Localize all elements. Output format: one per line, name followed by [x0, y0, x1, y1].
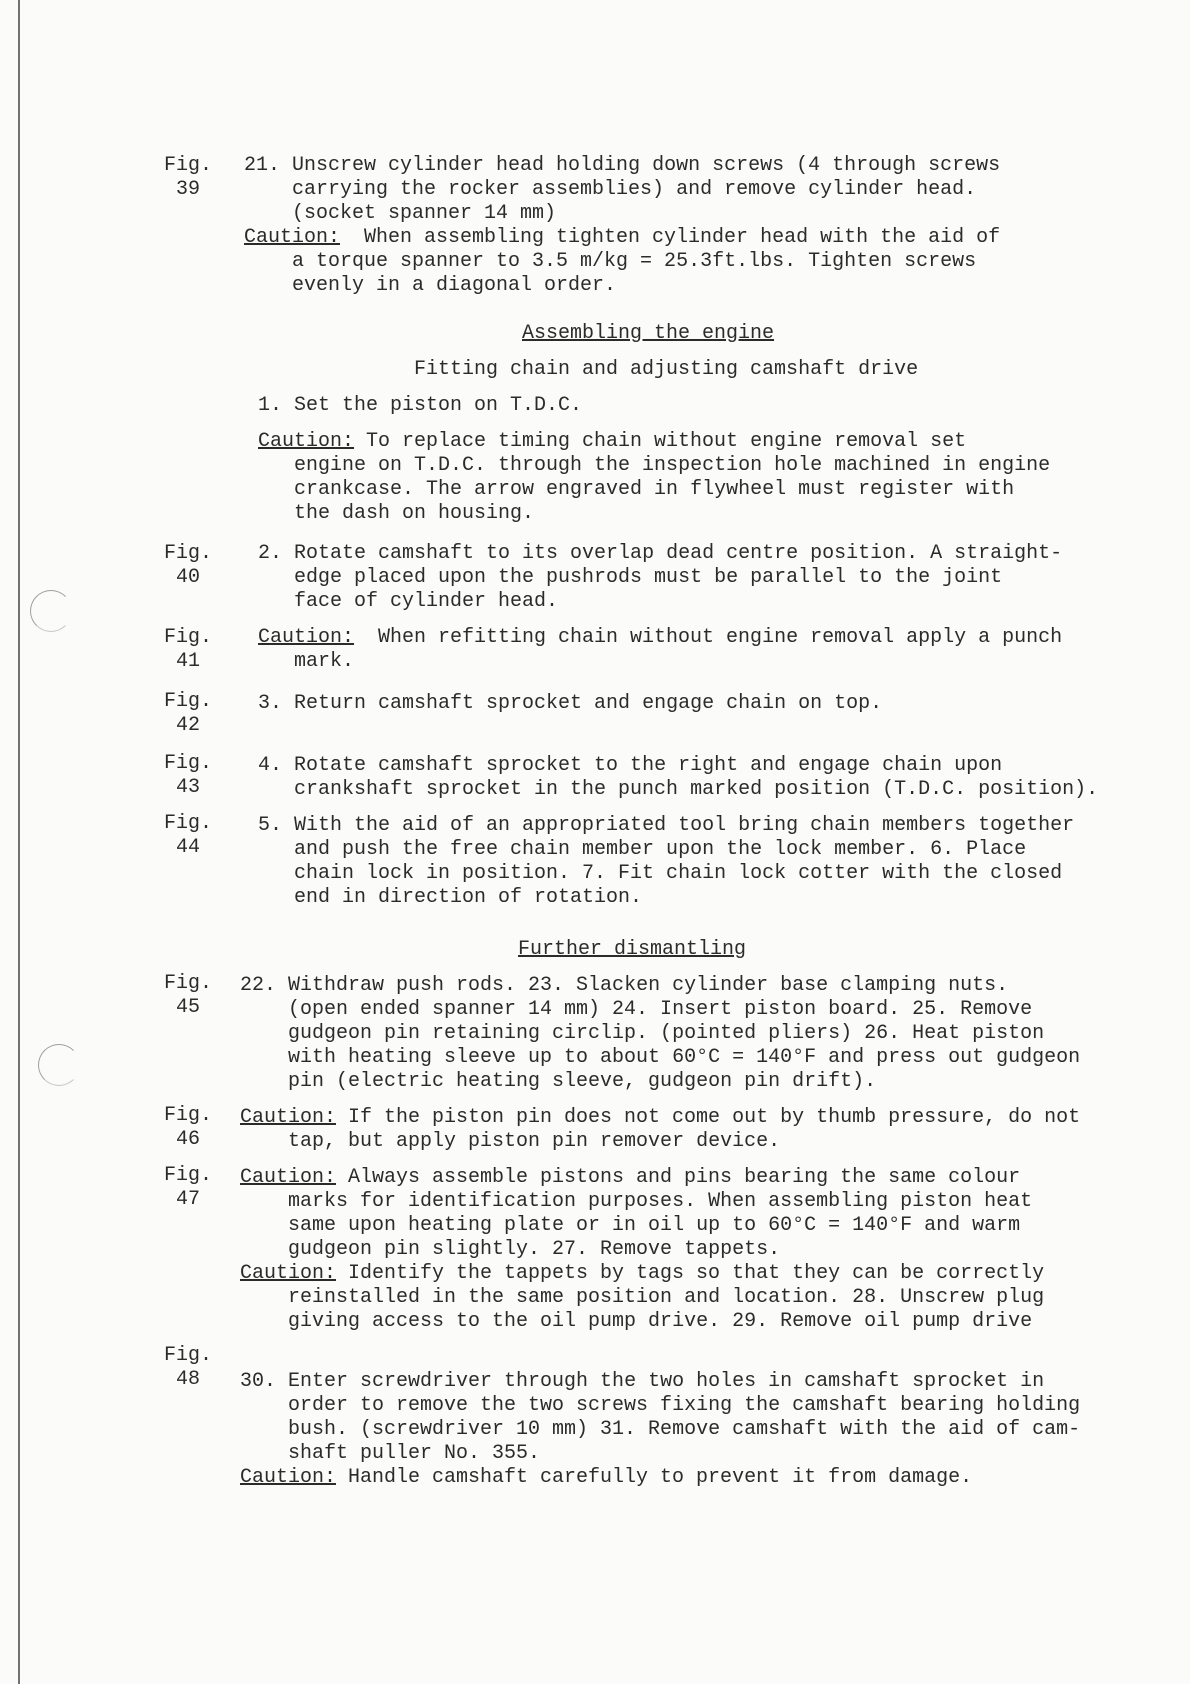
fig-ref-45: Fig. 45 [163, 972, 212, 1019]
fig-ref-40: Fig. 40 [163, 542, 212, 589]
heading-assembling-engine: Assembling the engine [522, 322, 775, 345]
assembly-step-5: 5. With the aid of an appropriated tool bring chain members together [258, 814, 1075, 837]
dismantling-step-22: (open ended spanner 14 mm) 24. Insert piston board. 25. Remove [288, 998, 1033, 1021]
caution-label: Caution: [240, 1466, 337, 1489]
caution-text: evenly in a diagonal order. [292, 274, 617, 297]
caution-text: tap, but apply piston pin remover device. [288, 1130, 781, 1153]
caution-label: Caution: [258, 430, 355, 453]
assembly-step-4: 4. Rotate camshaft sprocket to the right and engage chain upon [258, 754, 1003, 777]
caution-label: Caution: [244, 226, 341, 249]
caution-text: engine on T.D.C. through the inspection hole machined in engine [294, 454, 1051, 477]
fig-ref-44: Fig. 44 [163, 812, 212, 859]
dismantling-step-30: shaft puller No. 355. [288, 1442, 541, 1465]
caution-text: mark. [294, 650, 355, 673]
dismantling-step-22: 22. Withdraw push rods. 23. Slacken cylinder base clamping nuts. [240, 974, 1009, 997]
caution-text: If the piston pin does not come out by thumb pressure, do not [348, 1106, 1081, 1129]
caution-text: the dash on housing. [294, 502, 535, 525]
caution-text: a torque spanner to 3.5 m/kg = 25.3ft.lbs. Tighten screws [292, 250, 977, 273]
assembly-step-4: crankshaft sprocket in the punch marked position (T.D.C. position). [294, 778, 1099, 801]
assembly-step-2: edge placed upon the pushrods must be parallel to the joint [294, 566, 1003, 589]
caution-text: crankcase. The arrow engraved in flywheel must register with [294, 478, 1015, 501]
caution-text: Identify the tappets by tags so that they can be correctly [348, 1262, 1045, 1285]
caution-label: Caution: [258, 626, 355, 649]
caution-text: When refitting chain without engine removal apply a punch [378, 626, 1063, 649]
assembly-step-3: 3. Return camshaft sprocket and engage chain on top. [258, 692, 883, 715]
step-21-line: (socket spanner 14 mm) [292, 202, 557, 225]
binding-edge [18, 0, 20, 1684]
dismantling-step-22: gudgeon pin retaining circlip. (pointed pliers) 26. Heat piston [288, 1022, 1045, 1045]
caution-text: giving access to the oil pump drive. 29. Remove oil pump drive [288, 1310, 1033, 1333]
caution-text: Handle camshaft carefully to prevent it from damage. [348, 1466, 973, 1489]
fig-ref-48: Fig. 48 [163, 1344, 212, 1391]
caution-text: gudgeon pin slightly. 27. Remove tappets. [288, 1238, 781, 1261]
heading-further-dismantling: Further dismantling [518, 938, 747, 961]
fig-ref-47: Fig. 47 [163, 1164, 212, 1211]
caution-text: When assembling tighten cylinder head with the aid of [364, 226, 1001, 249]
caution-text: marks for identification purposes. When assembling piston heat [288, 1190, 1033, 1213]
dismantling-step-22: pin (electric heating sleeve, gudgeon pin drift). [288, 1070, 877, 1093]
assembly-step-2: face of cylinder head. [294, 590, 559, 613]
fig-ref-41: Fig. 41 [163, 626, 212, 673]
assembly-step-5: end in direction of rotation. [294, 886, 643, 909]
assembly-step-1: 1. Set the piston on T.D.C. [258, 394, 583, 417]
caution-text: reinstalled in the same position and location. 28. Unscrew plug [288, 1286, 1045, 1309]
caution-text: same upon heating plate or in oil up to 60°C = 140°F and warm [288, 1214, 1021, 1237]
fig-ref-42: Fig. 42 [163, 690, 212, 737]
caution-label: Caution: [240, 1166, 337, 1189]
dismantling-step-30: bush. (screwdriver 10 mm) 31. Remove camshaft with the aid of cam- [288, 1418, 1081, 1441]
assembly-step-5: chain lock in position. 7. Fit chain lock cotter with the closed [294, 862, 1063, 885]
step-21-line: 21. Unscrew cylinder head holding down screws (4 through screws [244, 154, 1001, 177]
caution-label: Caution: [240, 1262, 337, 1285]
caution-text: Always assemble pistons and pins bearing the same colour [348, 1166, 1021, 1189]
fig-ref-39: Fig. 39 [163, 154, 212, 201]
dismantling-step-30: 30. Enter screwdriver through the two holes in camshaft sprocket in [240, 1370, 1045, 1393]
assembly-step-5: and push the free chain member upon the lock member. 6. Place [294, 838, 1027, 861]
fig-ref-46: Fig. 46 [163, 1104, 212, 1151]
assembly-step-2: 2. Rotate camshaft to its overlap dead centre position. A straight- [258, 542, 1063, 565]
dismantling-step-30: order to remove the two screws fixing the camshaft bearing holding [288, 1394, 1081, 1417]
step-21-line: carrying the rocker assemblies) and remove cylinder head. [292, 178, 977, 201]
caution-label: Caution: [240, 1106, 337, 1129]
caution-text: To replace timing chain without engine removal set [366, 430, 967, 453]
subheading-fitting-chain: Fitting chain and adjusting camshaft drive [414, 358, 919, 381]
dismantling-step-22: with heating sleeve up to about 60°C = 140°F and press out gudgeon [288, 1046, 1081, 1069]
fig-ref-43: Fig. 43 [163, 752, 212, 799]
punch-hole-mark [30, 590, 72, 632]
punch-hole-mark [38, 1044, 80, 1086]
